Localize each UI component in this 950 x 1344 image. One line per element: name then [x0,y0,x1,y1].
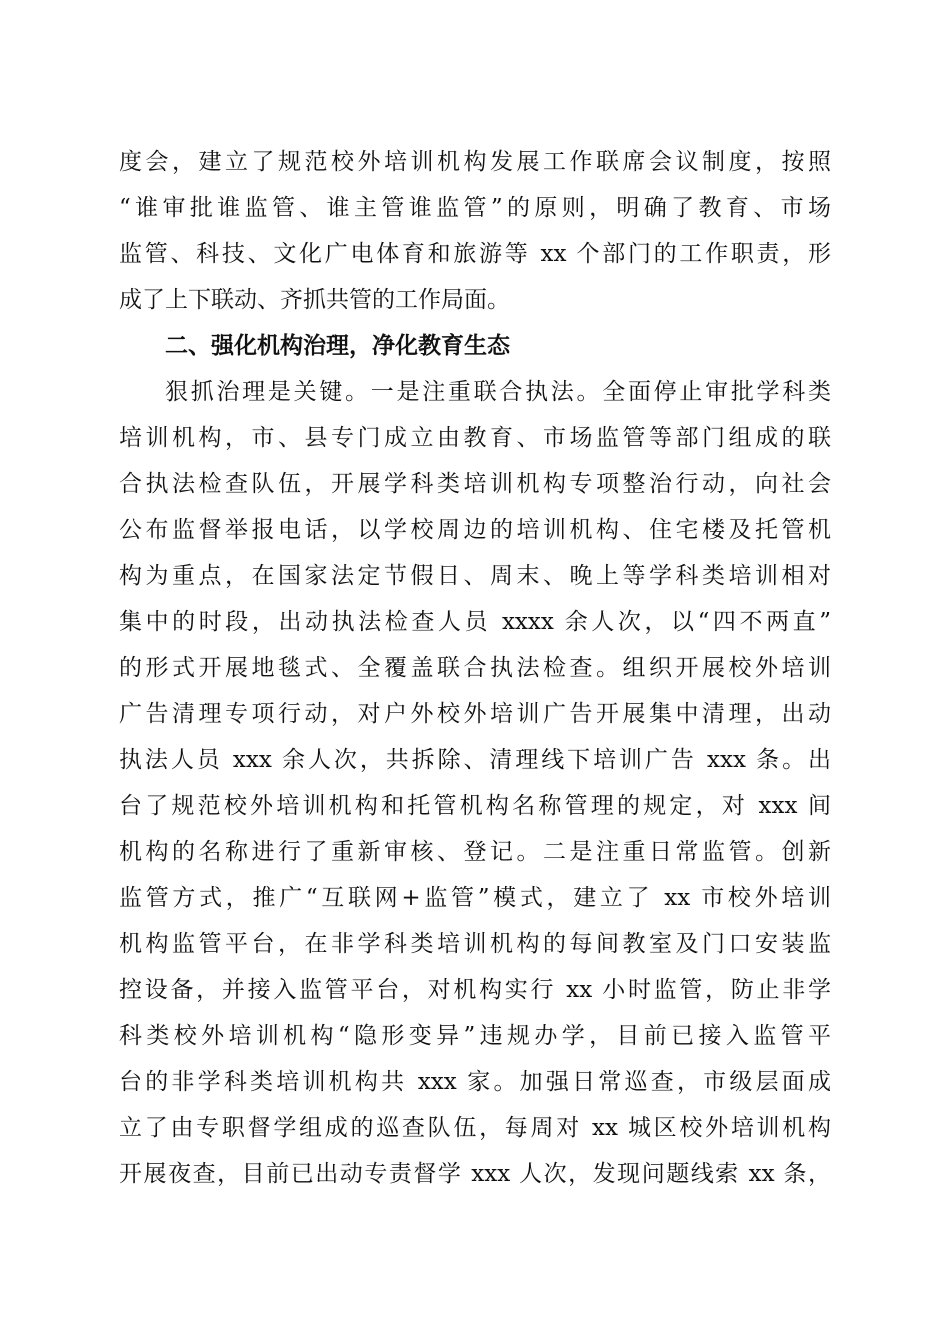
paragraph-line: 狠抓治理是关键。一是注重联合执法。全面停止审批学科类 [165,379,831,405]
paragraph-line: 合执法检查队伍，开展学科类培训机构专项整治行动，向社会 [119,471,831,497]
paragraph-line: 监管、科技、文化广电体育和旅游等 xx 个部门的工作职责，形 [119,241,831,267]
paragraph-line: 台了规范校外培训机构和托管机构名称管理的规定，对 xxx 间 [119,793,831,819]
paragraph-line: “谁审批谁监管、谁主管谁监管”的原则，明确了教育、市场 [119,195,831,221]
paragraph-line: 监管方式，推广“互联网+监管”模式，建立了 xx 市校外培训 [119,885,831,911]
paragraph-line: 构为重点，在国家法定节假日、周末、晚上等学科类培训相对 [119,563,831,589]
paragraph-line: 机构的名称进行了重新审核、登记。二是注重日常监管。创新 [119,839,831,865]
paragraph-line: 集中的时段，出动执法检查人员 xxxx 余人次，以“四不两直” [119,609,831,635]
paragraph-line: 机构监管平台，在非学科类培训机构的每间教室及门口安装监 [119,931,831,957]
paragraph-line: 培训机构，市、县专门成立由教育、市场监管等部门组成的联 [119,425,831,451]
paragraph-line: 科类校外培训机构“隐形变异”违规办学，目前已接入监管平 [119,1023,831,1049]
section-heading: 二、强化机构治理，净化教育生态 [165,333,510,359]
paragraph-line: 台的非学科类培训机构共 xxx 家。加强日常巡查，市级层面成 [119,1069,831,1095]
paragraph-line: 立了由专职督学组成的巡查队伍，每周对 xx 城区校外培训机构 [119,1115,831,1141]
paragraph-line: 成了上下联动、齐抓共管的工作局面。 [119,287,510,313]
paragraph-line: 广告清理专项行动，对户外校外培训广告开展集中清理，出动 [119,701,831,727]
paragraph-line: 度会，建立了规范校外培训机构发展工作联席会议制度，按照 [119,149,831,175]
paragraph-line: 开展夜查，目前已出动专责督学 xxx 人次，发现问题线索 xx 条， [119,1161,831,1187]
document-text [119,139,831,1197]
paragraph-line: 控设备，并接入监管平台，对机构实行 xx 小时监管，防止非学 [119,977,831,1003]
paragraph-line: 执法人员 xxx 余人次，共拆除、清理线下培训广告 xxx 条。出 [119,747,831,773]
paragraph-line: 的形式开展地毯式、全覆盖联合执法检查。组织开展校外培训 [119,655,831,681]
paragraph-line: 公布监督举报电话，以学校周边的培训机构、住宅楼及托管机 [119,517,831,543]
